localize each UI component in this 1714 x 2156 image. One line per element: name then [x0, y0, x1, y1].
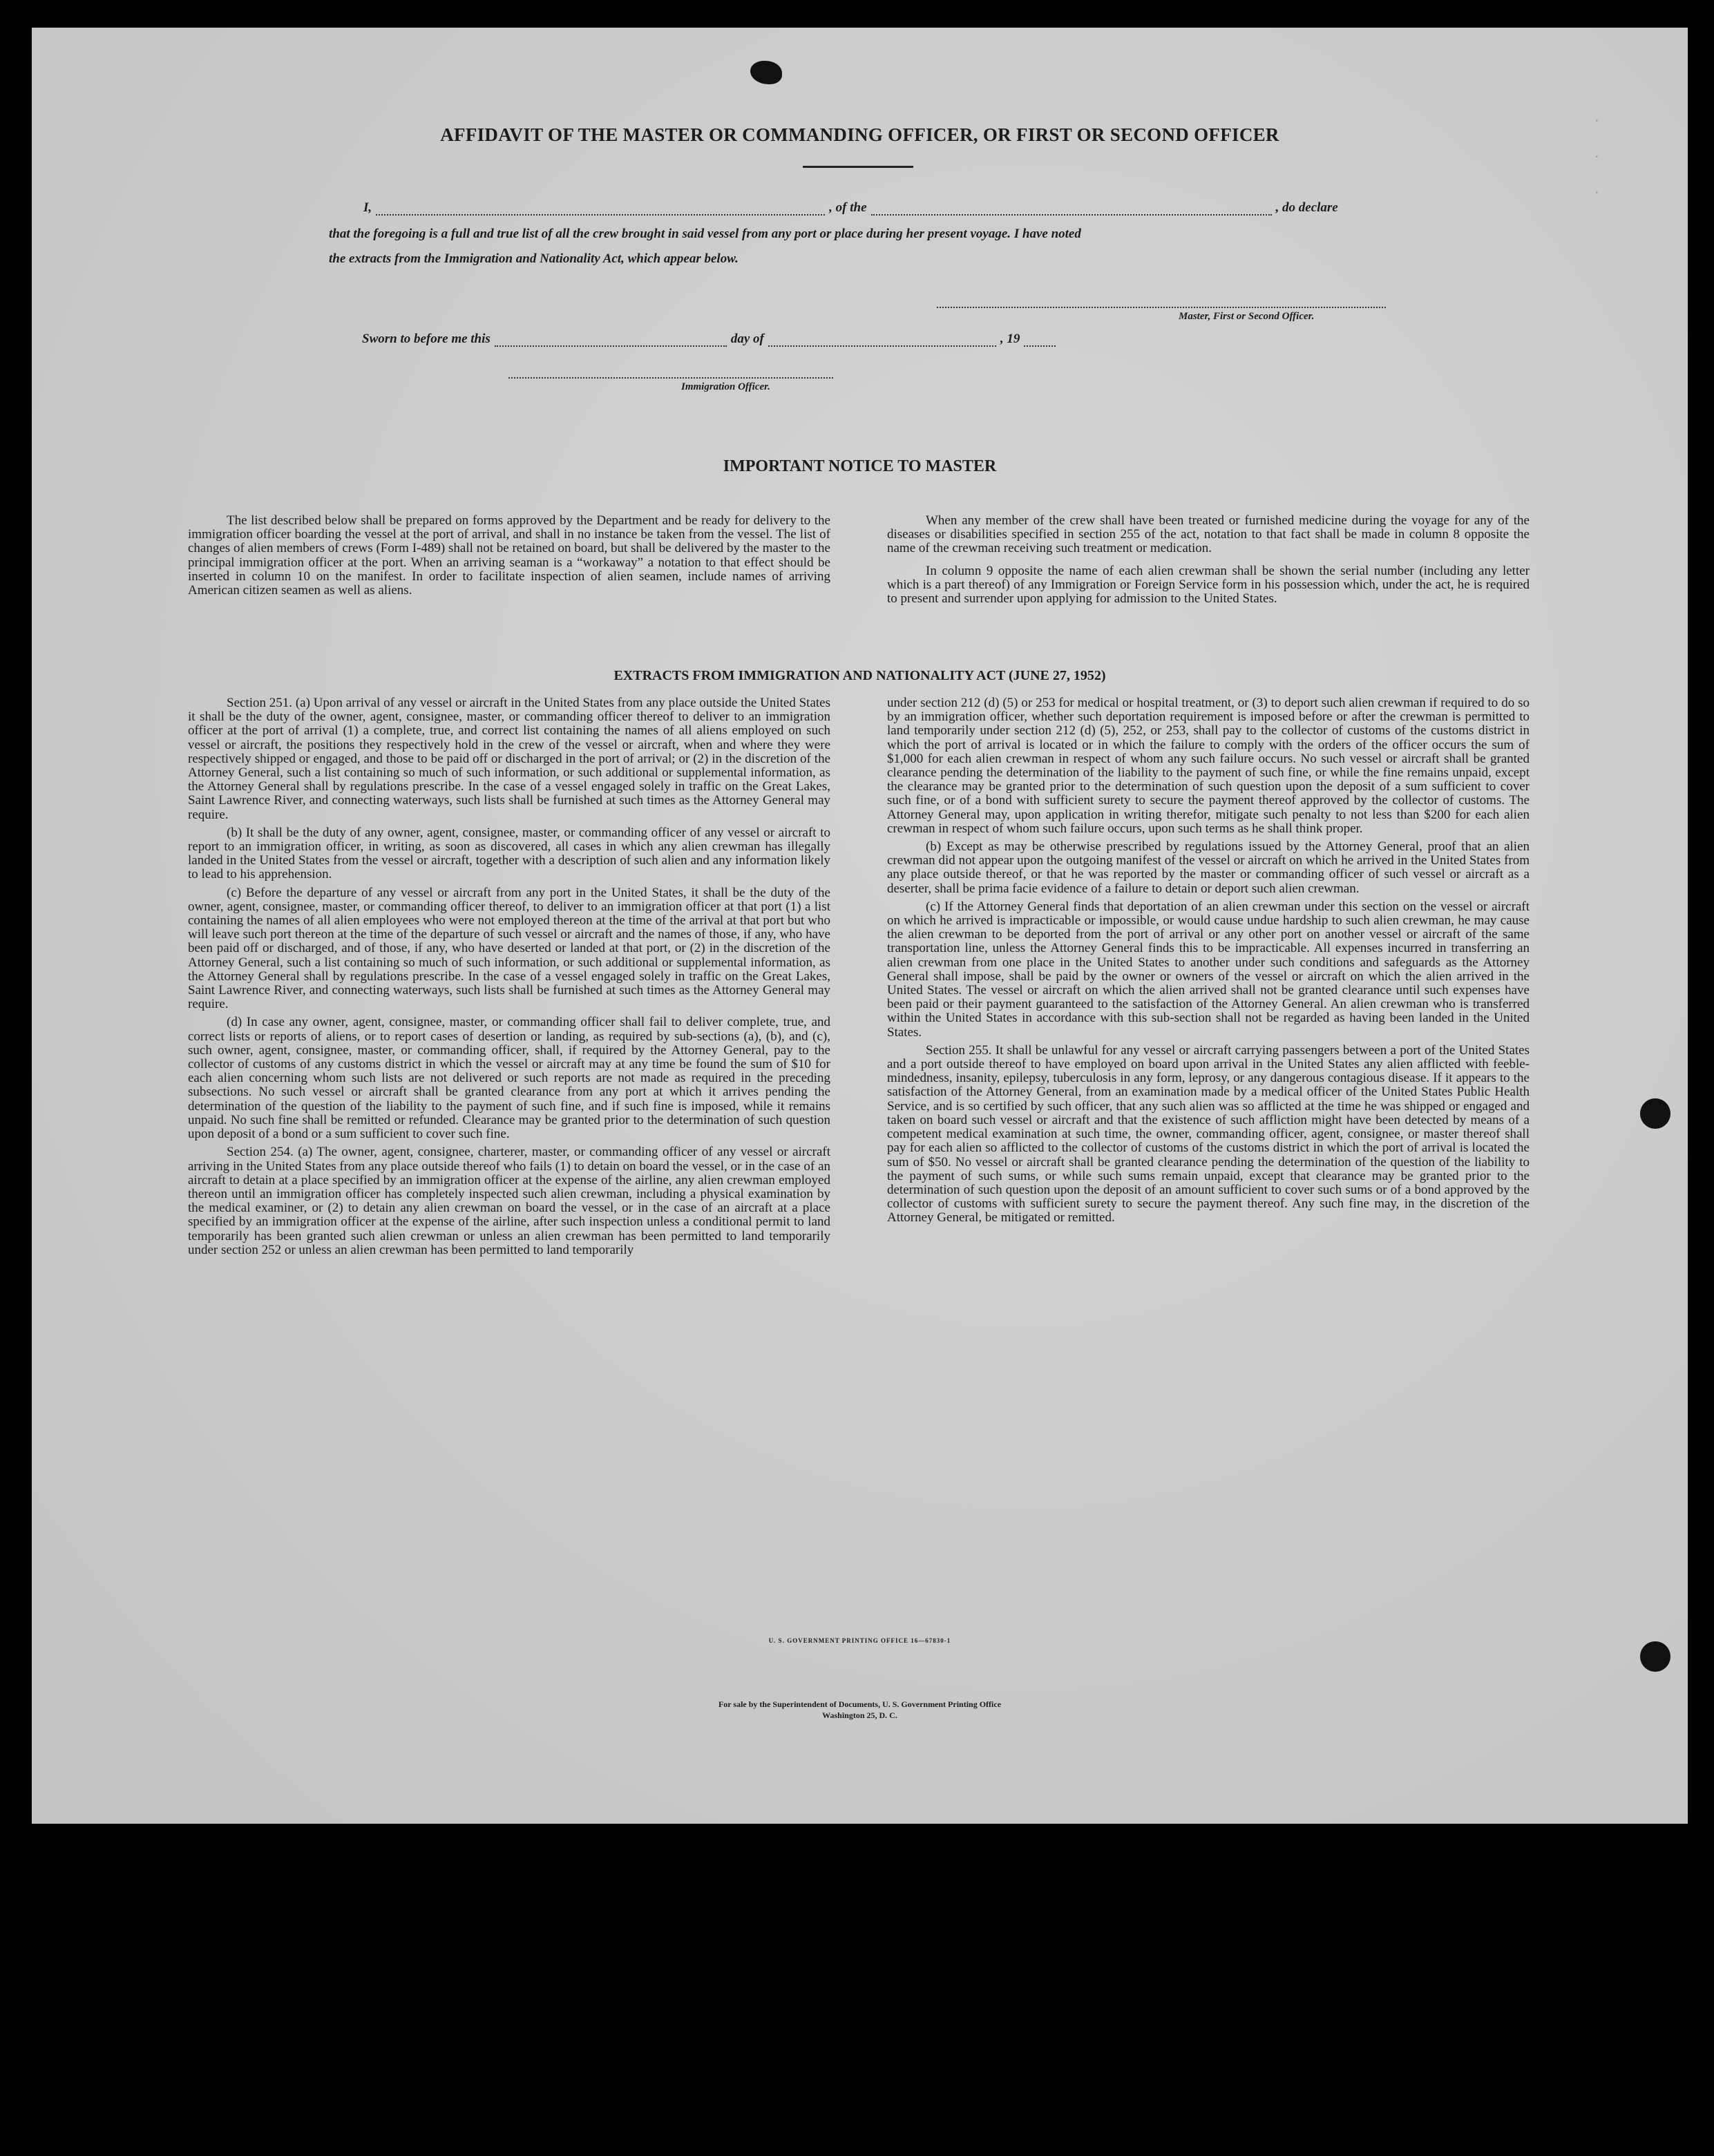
sworn-day-field[interactable] [495, 333, 727, 347]
master-caption: Master, First or Second Officer. [1179, 311, 1315, 322]
vessel-field[interactable] [871, 202, 1272, 216]
notice-left-paragraph: The list described below shall be prepared on forms approved by the Department and be ready for delivery to the immigration officer boarding the vessel at the port of arrival, and shall in no instance be taken from the vessel. The list of changes of alien members of crews (Form I-489) shall not be retained on board, but shall be delivered by the master to the principal immigration officer at the port. When an arriving seaman is a “workaway” a notation to that effect should be inserted in column 10 on the manifest. In order to facilitate inspection of alien seamen, include names of arriving American citizen seamen as well as aliens. [188, 513, 830, 598]
punch-hole-upper [1640, 1098, 1670, 1129]
extracts-title: EXTRACTS FROM IMMIGRATION AND NATIONALITY ACT (JUNE 27, 1952) [613, 668, 1106, 683]
notice-right-column [887, 514, 1530, 606]
master-signature-line[interactable] [937, 307, 1386, 308]
year-label: , 19 [1000, 332, 1020, 346]
i-label: I, [363, 200, 372, 215]
bleed-through-marks: · · · [1593, 115, 1601, 200]
sworn-year-field[interactable] [1024, 333, 1056, 347]
declaration-text-2: the extracts from the Immigration and Nationality Act, which appear below. [329, 251, 739, 266]
declaration-line [363, 200, 1420, 216]
extract-section-254-b: (b) Except as may be otherwise prescribed by regulations issued by the Attorney General, proof that an alien crewman did not appear upon the outgoing manifest of the vessel or aircraft on which he arrived in the United States from any place outside thereof, or that he was reported by the master or commanding officer of such vessel or aircraft as a deserter, shall be prima facie evidence of a failure to detain or deport such alien crewman. [887, 839, 1530, 896]
document-page [32, 28, 1688, 1824]
extract-section-254-a-continued: under section 212 (d) (5) or 253 for medical or hospital treatment, or (3) to deport such alien crewman if required to do so by an immigration officer, whether such deportation requirement is imposed before or after the crewman is permitted to land temporarily under section 212 (d) (5), 252, or 253, shall pay to the collector of customs of the customs district in which the port of arrival is located or in which the failure to comply with the orders of the officer occurs the sum of $1,000 for each alien crewman in respect of whom any such failure occurs. No such vessel or aircraft shall be granted clearance pending the determination of the liability to the payment of such fine, or while the fine remains unpaid, except the clearance may be granted prior to the determination of such question upon the deposit of a sum sufficient to cover such fine, or of a bond with sufficient surety to secure the payment thereof approved by the collector of customs. The Attorney General may, upon application in writing therefor, mitigate such penalty to not less than $200 for each alien crewman in respect of whom such failure occurs, upon such terms as he shall think proper. [887, 696, 1530, 836]
sale-notice-line-2: Washington 25, D. C. [822, 1710, 897, 1720]
extracts-right-column [887, 696, 1530, 1225]
extract-section-251-a: Section 251. (a) Upon arrival of any vessel or aircraft in the United States from any place outside the United States it shall be the duty of the owner, agent, consignee, master, or commanding officer thereof to deliver to an immigration officer at the port of arrival (1) a complete, true, and correct list containing the names of all aliens employed on such vessel or aircraft, the positions they respectively hold in the crew of the vessel or aircraft, when and where they were respectively shipped or engaged, and those to be paid off or discharged in the port of arrival; or (2) in the discretion of the Attorney General, such a list containing so much of such information, or such additional or supplemental information, as the Attorney General shall by regulations prescribe. In the case of a vessel engaged solely in traffic on the Great Lakes, Saint Lawrence River, and connecting waterways, such lists shall be furnished at such times as the Attorney General may require. [188, 696, 830, 822]
extracts-left-column [188, 696, 830, 1257]
extract-section-251-c: (c) Before the departure of any vessel or aircraft from any port in the United States, it shall be the duty of the owner, agent, consignee, master, or commanding officer thereof, to deliver to an immigration officer at that port (1) a list containing the names of all alien employees who were not employed thereon at the time of the arrival at that port but who will leave such port thereon at the time of the departure of such vessel or aircraft and the names of those, if any, who have been paid off or discharged, and of those, if any, who have deserted or landed at that port, or (2) in the discretion of the Attorney General, such a list containing so much of such information, or such additional or supplemental information, as the Attorney General shall by regulations prescribe. In the case of a vessel engaged solely in traffic on the Great Lakes, Saint Lawrence River, and connecting waterways, such lists shall be furnished at such times as the Attorney General may require. [188, 885, 830, 1012]
extract-section-255: Section 255. It shall be unlawful for any vessel or aircraft carrying passengers between a port of the United States and a port outside thereof to have employed on board upon arrival in the United States any alien afflicted with feeble-mindedness, insanity, epilepsy, tuberculosis in any form, leprosy, or any dangerous contagious disease. If it appears to the satisfaction of the Attorney General, from an examination made by a medical officer of the United States Public Health Service, and is so certified by such officer, that any such alien was so afflicted at the time he was shipped or engaged and taken on board such vessel or aircraft and that the existence of such affliction might have been detected by means of a competent medical examination at such time, the owner, commanding officer, agent, consignee, or master thereof shall pay for each alien so afflicted to the collector of customs of the customs district in which the port of arrival is located the sum of $50. No vessel or aircraft shall be granted clearance pending the determination of the question of the liability to the payment of such sums, or while such sums remain unpaid, except that clearance may be granted prior to the determination of such question upon the deposit of an amount sufficient to cover such sums or of a bond approved by the collector of customs with sufficient surety to secure the payment thereof. Any such fine may, in the discretion of the Attorney General, be mitigated or remitted. [887, 1042, 1530, 1225]
immigration-officer-signature-line[interactable] [508, 377, 833, 379]
title-rule [803, 166, 913, 168]
extract-section-254-c: (c) If the Attorney General finds that deportation of an alien crewman under this section on the vessel or aircraft on which he arrived is impracticable or impossible, or would cause undue hardship to such alien crewman, he may cause the alien crewman to be deported from the port of arrival or any other port on another vessel or aircraft of the same transportation line, unless the Attorney General finds this to be impracticable. All expenses incurred in transferring an alien crewman from one place in the United States to another under such conditions and safeguards as the Attorney General shall impose, shall be paid by the owner or owners of the vessel or aircraft on which the alien arrived in the United States. The vessel or aircraft on which the alien arrived shall not be granted clearance until such expenses have been paid or their payment guaranteed to the satisfaction of the Attorney General. An alien crewman who is transferred within the United States in accordance with this sub-section shall not be regarded as having been landed in the United States. [887, 899, 1530, 1040]
declare-label: , do declare [1275, 200, 1338, 215]
printing-office-imprint: U. S. GOVERNMENT PRINTING OFFICE 16—67830-1 [768, 1637, 951, 1644]
notice-left-column [188, 514, 830, 598]
sworn-line [362, 332, 1056, 347]
of-the-label: , of the [829, 200, 867, 215]
day-of-label: day of [730, 332, 764, 346]
immigration-caption: Immigration Officer. [681, 381, 770, 392]
notice-right-paragraph-1: When any member of the crew shall have been treated or furnished medicine during the voyage for any of the diseases or disabilities specified in section 255 of the act, notation to that fact shall be made in column 8 opposite the name of the crewman receiving such treatment or medication. [887, 513, 1530, 556]
ink-blot-top [750, 61, 782, 84]
extract-section-254-a: Section 254. (a) The owner, agent, consignee, charterer, master, or commanding officer of any vessel or aircraft arriving in the United States from any place outside thereof who fails (1) to detain on board the vessel, or in the case of an aircraft to detain at a place specified by an immigration officer at the expense of the airline, any alien crewman employed thereon until an immigration officer has completely inspected such alien crewman, including a physical examination by the medical examiner, or (2) to detain any alien crewman on board the vessel, or in the case of an aircraft at a place specified by an immigration officer at the expense of the airline, after such inspection unless a conditional permit to land temporarily has been granted such alien crewman or unless an alien crewman has been permitted to land temporarily under section 252 or unless an alien crewman has been permitted to land temporarily [188, 1145, 830, 1257]
affidavit-title: AFFIDAVIT OF THE MASTER OR COMMANDING OFFICER, OR FIRST OR SECOND OFFICER [440, 124, 1279, 145]
declaration-text-1: that the foregoing is a full and true list of all the crew brought in said vessel from any port or place during her present voyage. I have noted [329, 227, 1081, 241]
sworn-label: Sworn to before me this [362, 332, 491, 346]
sworn-month-field[interactable] [768, 333, 996, 347]
notice-title: IMPORTANT NOTICE TO MASTER [723, 457, 997, 475]
extract-section-251-d: (d) In case any owner, agent, consignee, master, or commanding officer shall fail to deliver complete, true, and correct lists or reports of aliens, or to report cases of desertion or landing, as required by sub-sections (a), (b), and (c), such owner, agent, consignee, master, or commanding officer, shall, if required by the Attorney General, pay to the collector of customs of any customs district in which the vessel or aircraft may at any time be found the sum of $10 for each alien concerning whom such lists are not delivered or such reports are not made as required in the preceding subsections. No such vessel or aircraft shall be granted clearance from any port at which it arrives pending the determination of the question of the liability to the payment of such fine, and if such fine is imposed, while it remains unpaid. No such fine shall be remitted or refunded. Clearance may be granted prior to the determination of such question upon deposit of a bond or a sum sufficient to cover such fine. [188, 1015, 830, 1142]
notice-right-paragraph-2: In column 9 opposite the name of each alien crewman shall be shown the serial number (including any letter which is a part thereof) of any Immigration or Foreign Service form in his possession which, under the act, he is required to present and surrender upon applying for admission to the United States. [887, 563, 1530, 607]
extract-section-251-b: (b) It shall be the duty of any owner, agent, consignee, master, or commanding officer of any vessel or aircraft to report to an immigration officer, in writing, as soon as discovered, all cases in which any alien crewman has illegally landed in the United States from the vessel or aircraft, together with a description of such alien and any information likely to lead to his apprehension. [188, 825, 830, 882]
name-field[interactable] [376, 202, 825, 216]
sale-notice-line-1: For sale by the Superintendent of Documents, U. S. Government Printing Office [718, 1699, 1002, 1709]
punch-hole-lower [1640, 1641, 1670, 1672]
